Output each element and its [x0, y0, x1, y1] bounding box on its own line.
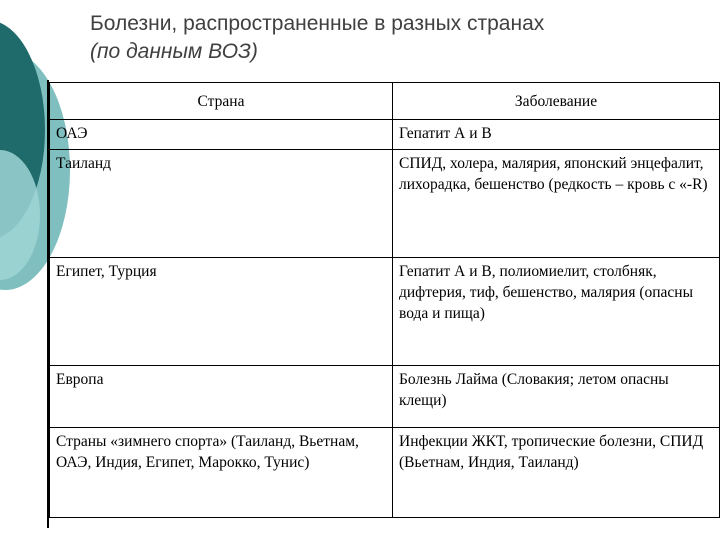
cell-disease: СПИД, холера, малярия, японский энцефалит, лихорадка, бешенство (редкость – кровь с «-R): [393, 150, 720, 258]
slide-title: [90, 10, 710, 66]
cell-disease: Болезнь Лайма (Словакия; летом опасны клещи): [393, 366, 720, 428]
table-row: [50, 150, 720, 258]
cell-country: Европа: [50, 366, 393, 428]
cell-country: Страны «зимнего спорта» (Таиланд, Вьетнам, ОАЭ, Индия, Египет, Марокко, Тунис): [50, 428, 393, 518]
table-row: [50, 366, 720, 428]
header-country: Страна: [50, 83, 393, 120]
cell-disease: Гепатит А и В: [393, 120, 720, 150]
cell-country: Таиланд: [50, 150, 393, 258]
cell-disease: Инфекции ЖКТ, тропические болезни, СПИД (Вьетнам, Индия, Таиланд): [393, 428, 720, 518]
table-header-row: [50, 83, 720, 120]
table-row: [50, 428, 720, 518]
table-row: [50, 120, 720, 150]
title-line-2: (по данным ВОЗ): [90, 40, 258, 63]
title-line-1: Болезни, распространенные в разных странах: [90, 12, 545, 35]
table-row: [50, 258, 720, 366]
cell-country: ОАЭ: [50, 120, 393, 150]
header-disease: Заболевание: [393, 83, 720, 120]
cell-country: Египет, Турция: [50, 258, 393, 366]
cell-disease: Гепатит А и В, полиомиелит, столбняк, дифтерия, тиф, бешенство, малярия (опасны вода и пища): [393, 258, 720, 366]
disease-table: [49, 82, 720, 518]
